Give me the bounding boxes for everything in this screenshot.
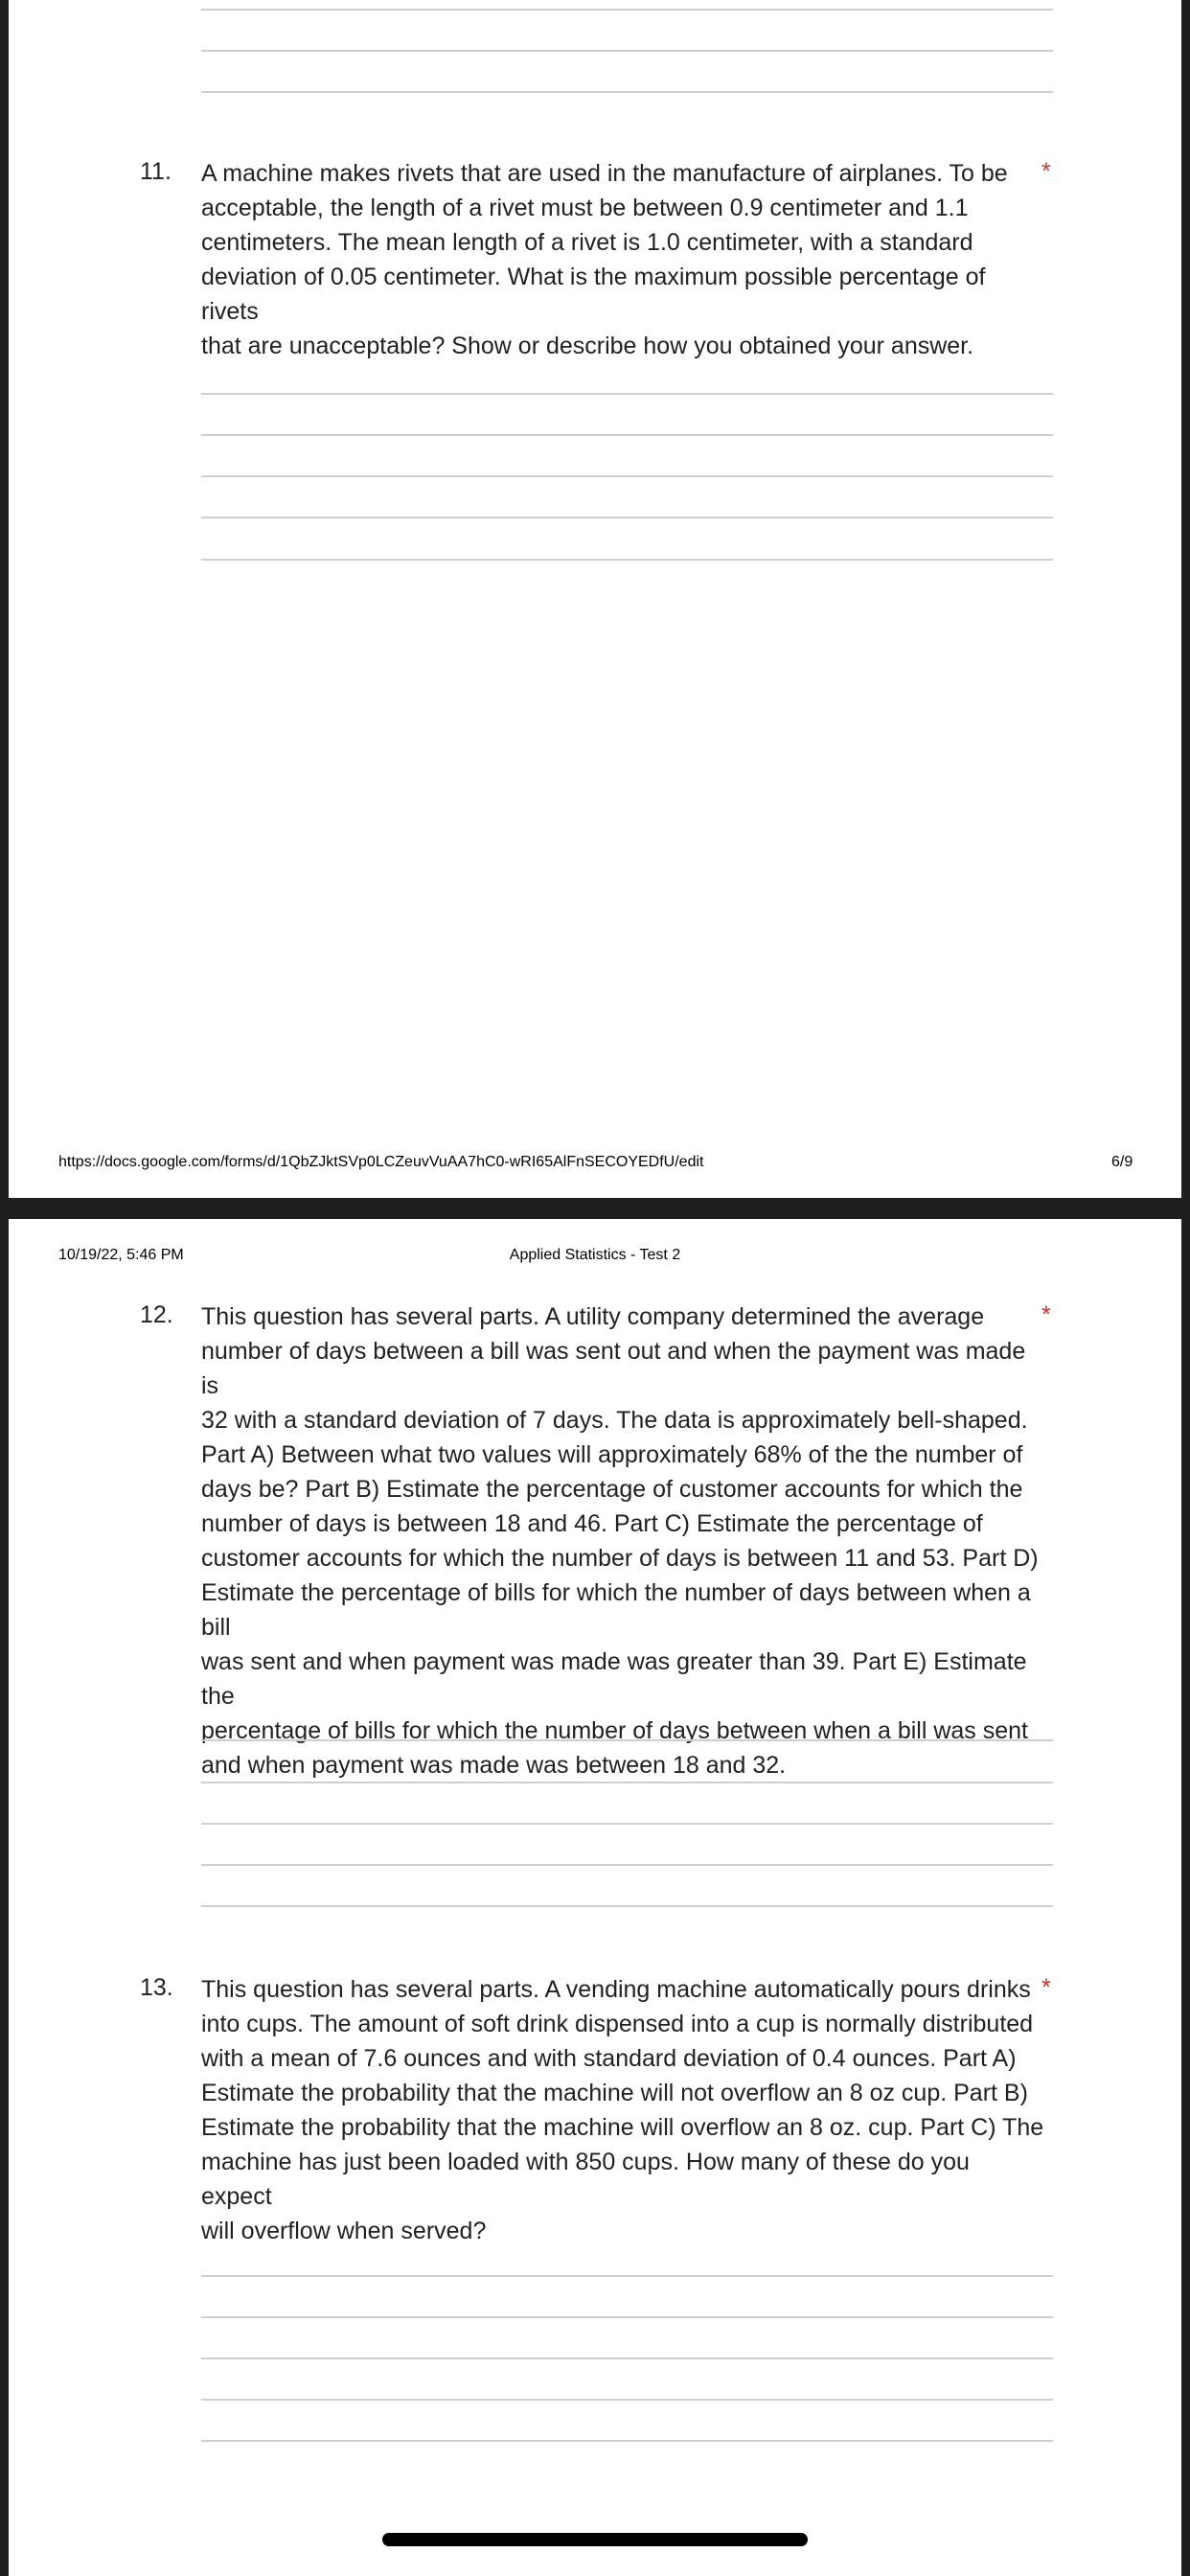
question-text-line: 32 with a standard deviation of 7 days. The data is approximately bell-shaped. xyxy=(201,1407,1028,1434)
question-text-line: centimeters. The mean length of a rivet is 1.0 centimeter, with a standard xyxy=(201,229,973,256)
answer-line xyxy=(201,517,1053,518)
footer-page-number: 6/9 xyxy=(1111,1154,1133,1170)
header-title: Applied Statistics - Test 2 xyxy=(509,1247,681,1263)
document-page-6 xyxy=(9,0,1181,1198)
answer-line xyxy=(201,1739,1053,1741)
home-indicator[interactable] xyxy=(382,2533,808,2546)
question-text-line: percentage of bills for which the number of days between when a bill was sent xyxy=(201,1717,1028,1744)
answer-line xyxy=(201,91,1053,93)
required-asterisk: * xyxy=(1041,158,1051,185)
answer-line xyxy=(201,1823,1053,1825)
question-text-line: customer accounts for which the number of days is between 11 and 53. Part D) xyxy=(201,1545,1039,1572)
answer-line xyxy=(201,2440,1053,2442)
answer-line xyxy=(201,9,1053,11)
answer-line xyxy=(201,1782,1053,1783)
required-asterisk: * xyxy=(1041,1974,1051,2001)
question-text-line: acceptable, the length of a rivet must be between 0.9 centimeter and 1.1 xyxy=(201,195,969,221)
answer-line xyxy=(201,2358,1053,2359)
question-text-line: will overflow when served? xyxy=(201,2218,487,2244)
answer-line xyxy=(201,1864,1053,1866)
answer-line xyxy=(201,434,1053,436)
question-text-line: was sent and when payment was made was greater than 39. Part E) Estimate the xyxy=(201,1648,1027,1710)
header-datetime: 10/19/22, 5:46 PM xyxy=(58,1247,184,1263)
required-asterisk: * xyxy=(1041,1301,1051,1328)
question-number: 13. xyxy=(140,1974,173,2001)
answer-line xyxy=(201,2275,1053,2277)
question-text-line: Part A) Between what two values will approximately 68% of the the number of xyxy=(201,1441,1023,1468)
answer-line xyxy=(201,475,1053,477)
question-text-line: with a mean of 7.6 ounces and with standard deviation of 0.4 ounces. Part A) xyxy=(201,2045,1017,2072)
footer-url: https://docs.google.com/forms/d/1QbZJktSVp0LCZeuvVuAA7hC0-wRI65AlFnSECOYEDfU/edit xyxy=(58,1154,704,1170)
question-text-line: This question has several parts. A utility company determined the average xyxy=(201,1303,985,1330)
answer-line xyxy=(201,393,1053,395)
document-page-7 xyxy=(9,1219,1181,2576)
question-text-line: and when payment was made was between 18 and 32. xyxy=(201,1752,787,1779)
answer-line xyxy=(201,559,1053,561)
question-number: 12. xyxy=(140,1301,173,1328)
answer-line xyxy=(201,2316,1053,2318)
question-text-line: number of days between a bill was sent out and when the payment was made is xyxy=(201,1338,1026,1399)
question-text-line: This question has several parts. A vending machine automatically pours drinks xyxy=(201,1976,1031,2003)
question-number: 11. xyxy=(140,158,172,185)
question-text-line: Estimate the percentage of bills for which the number of days between when a bill xyxy=(201,1579,1031,1641)
question-text-line: number of days is between 18 and 46. Part C) Estimate the percentage of xyxy=(201,1510,983,1537)
question-text-line: into cups. The amount of soft drink dispensed into a cup is normally distributed xyxy=(201,2011,1034,2037)
question-text-line: machine has just been loaded with 850 cups. How many of these do you expect xyxy=(201,2149,970,2210)
question-text xyxy=(201,1972,1044,2248)
question-text xyxy=(201,156,1044,363)
answer-line xyxy=(201,2399,1053,2401)
question-text-line: deviation of 0.05 centimeter. What is the maximum possible percentage of rivets xyxy=(201,264,986,325)
question-text-line: days be? Part B) Estimate the percentage of customer accounts for which the xyxy=(201,1476,1023,1503)
question-text xyxy=(201,1300,1044,1782)
answer-line xyxy=(201,1905,1053,1907)
question-text-line: that are unacceptable? Show or describe how you obtained your answer. xyxy=(201,333,974,359)
question-text-line: Estimate the probability that the machine will not overflow an 8 oz cup. Part B) xyxy=(201,2080,1028,2106)
question-text-line: A machine makes rivets that are used in the manufacture of airplanes. To be xyxy=(201,160,1008,187)
question-text-line: Estimate the probability that the machine will overflow an 8 oz. cup. Part C) The xyxy=(201,2114,1044,2141)
answer-line xyxy=(201,50,1053,52)
